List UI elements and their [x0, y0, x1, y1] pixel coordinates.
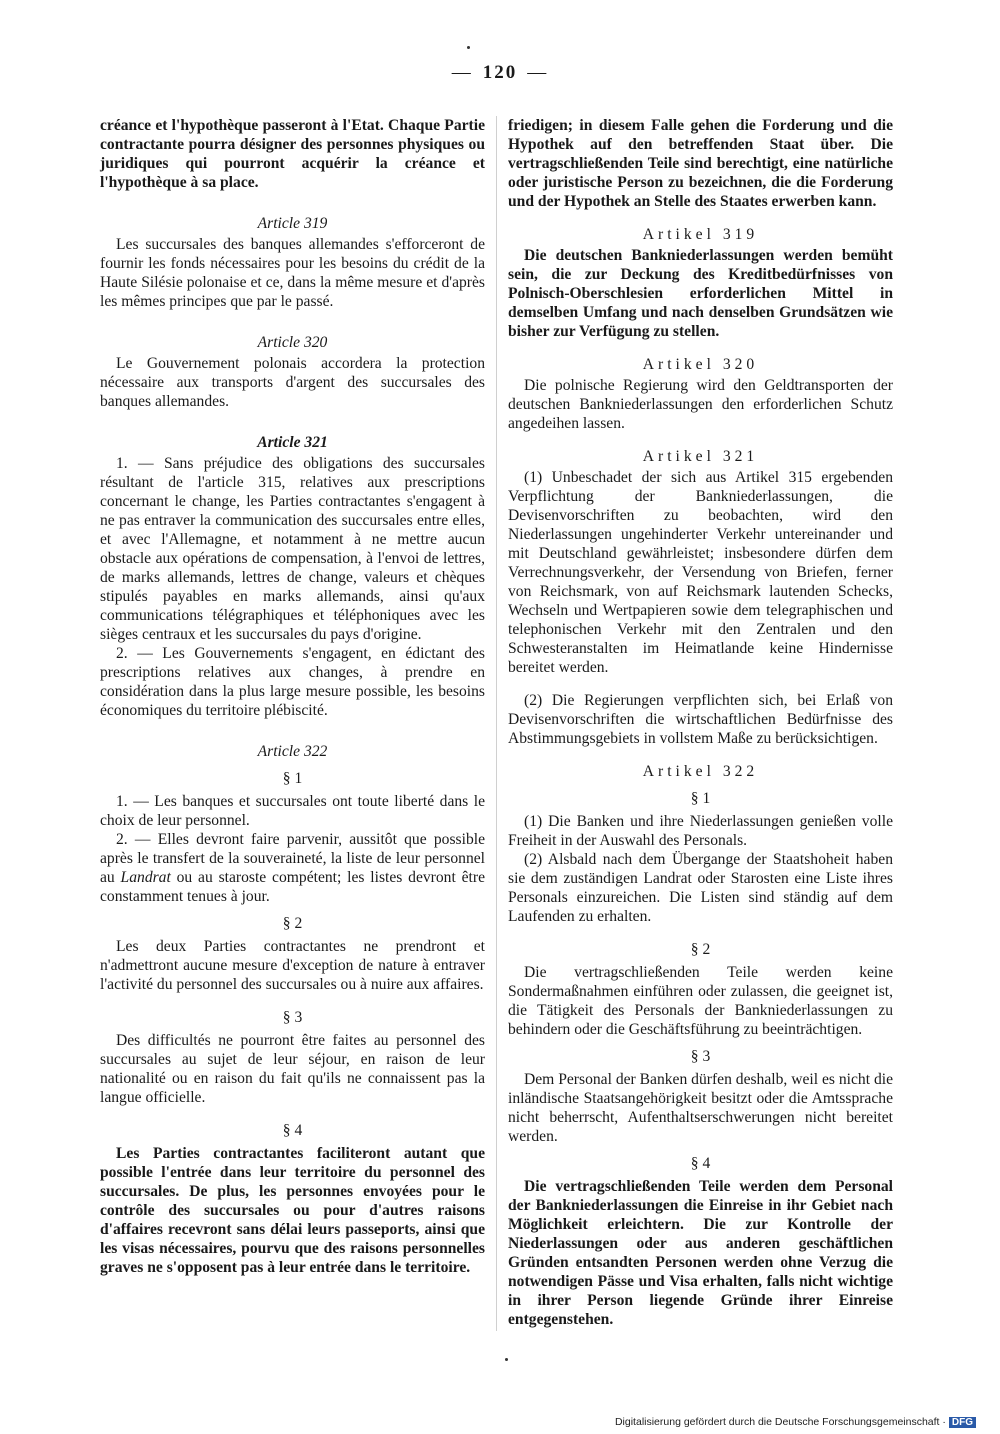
de-article-319-title: Artikel 319: [642, 226, 759, 243]
de-section-2-text: Die vertragschließenden Teile werden keine Sondermaßnahmen einführen oder zulassen, die geeignet ist, die Tätigkeit des Personals der Bankniederlassungen zu behindern oder die Geschäftsführung zu beeinträchtigen.: [508, 964, 893, 1038]
fr-section-3-text: Des difficultés ne pourront être faites au personnel des succursales au sujet de leur séjour, en raison de leur nationalité ou en raison du fait qu'ils ne connaissent pas la langue officielle.: [100, 1032, 485, 1106]
fr-article-319-title: Article 319: [257, 215, 328, 232]
de-section-1: § 1: [690, 790, 711, 807]
de-section-3-text: Dem Personal der Banken dürfen deshalb, weil es nicht die inländische Staatsangehörigkeit besitzt oder die Amtssprache nicht beherrscht, Aufenthaltserschwerungen nicht bereitet werden.: [508, 1071, 893, 1145]
german-column: [508, 116, 893, 1329]
de-section-4-text: Die vertragschließenden Teile werden dem Personal der Bankniederlassungen die Einreise in ihr Gebiet nach Möglichkeit erleichtern. Die zur Kontrolle der Niederlassungen oder aus anderen geschäftlichen Gründen entsandten Personen werden ohne Verzug die notwendigen Pässe und Visa erhalten, falls nicht wichtige in ihrer Person liegende Gründe ihrer Einreise entgegenstehen.: [508, 1178, 893, 1328]
fr-section-2: § 2: [282, 915, 303, 932]
de-section-4: § 4: [690, 1155, 711, 1172]
fr-section-1-p2-start: 2. — Elles devront faire parvenir, aussitôt que possible après le transfert de la souveraineté, la liste de leur personnel au: [100, 831, 485, 886]
de-section-2: § 2: [690, 941, 711, 958]
fr-section-3: § 3: [282, 1009, 303, 1026]
page-number: 120: [482, 62, 518, 83]
footer-text: Digitalisierung gefördert durch die Deutsche Forschungsgemeinschaft ·: [614, 1416, 946, 1428]
digitization-footer: [615, 1416, 976, 1428]
fr-article-319-text: Les succursales des banques allemandes s'efforceront de fournir les fonds nécessaires pour les besoins du crédit de la Haute Silésie polonaise et ce, dans la même mesure et d'après les mêmes principes que par le passé.: [100, 236, 485, 310]
page-header: [0, 62, 1000, 84]
fr-article-321-title: Article 321: [257, 434, 328, 451]
de-article-320-text: Die polnische Regierung wird den Geldtransporten der deutschen Bankniederlassungen den erforderlichen Schutz angedeihen lassen.: [508, 377, 893, 432]
fr-section-2-text: Les deux Parties contractantes ne prendront et n'admettront aucune mesure d'exception de nature à entraver l'activité du personnel des succursales ou à nuire aux affaires.: [100, 938, 485, 993]
de-intro: friedigen; in diesem Falle gehen die Forderung und die Hypothek auf den betreffenden Staat über. Die vertragschließenden Teile sind berechtigt, eine natürliche oder juristische Person zu bezeichnen, die die Forderung und der Hypothek an Stelle des Staates erwerben kann.: [508, 117, 893, 210]
de-article-319-text: Die deutschen Bankniederlassungen werden bemüht sein, die zur Deckung des Kreditbedürfnisses von Polnisch-Oberschlesien erforderlichen Mittel in demselben Umfang und nach denselben Grundsätzen wie bisher zur Verfügung zu stellen.: [508, 247, 893, 340]
french-column: [100, 116, 485, 1277]
de-section-1-p1: (1) Die Banken und ihre Niederlassungen genießen volle Freiheit in der Auswahl des Personals.: [508, 813, 893, 849]
fr-article-320-title: Article 320: [257, 334, 328, 351]
fr-article-321-p2: 2. — Les Gouvernements s'engagent, en édictant des prescriptions relatives aux changes, à prendre en considération dans la plus large mesure possible, les besoins économiques du territoire plébiscité.: [100, 645, 485, 719]
de-article-321-p1: (1) Unbeschadet der sich aus Artikel 315 ergebenden Verpflichtung der Bankniederlassungen, die Devisenvorschriften zu beobachten, wird den Niederlassungen ungehinderter Verkehr untereinander und mit Deutschland gewährleistet; insbesondere dürfen dem Verrechnungsverkehr, der Versendung von Briefen, ferner von Reichsmark, von auf Reichsmark lautenden Schecks, Wechseln und Wertpapieren sowie dem telegraphischen und telephonischen Verkehr mit den Zentralen und den Schwesteranstalten im Heimatlande keine Hindernisse bereitet werden.: [508, 469, 893, 676]
fr-section-4: § 4: [282, 1122, 303, 1139]
fr-section-1-p2-end: ou au staroste compétent; les listes devront être constamment tenues à jour.: [100, 869, 485, 905]
fr-section-1: § 1: [282, 770, 303, 787]
de-article-320-title: Artikel 320: [642, 356, 759, 373]
de-section-3: § 3: [690, 1048, 711, 1065]
fr-article-322-title: Article 322: [257, 743, 328, 760]
print-speck: [505, 1358, 508, 1361]
column-divider: [496, 116, 497, 1331]
fr-article-321-p1: 1. — Sans préjudice des obligations des succursales résultant de l'article 315, relatives aux prescriptions concernant le change, les Parties contractantes s'engagent à ne pas entraver la communication des succursales entre elles, et avec l'Allemagne, et notamment à ne mettre aucun obstacle aux opérations de compensation, à l'envoi de lettres, de marks allemands, lettres de change, valeurs et chèques stipulés payables en marks allemands, ainsi qu'aux communications télégraphiques et téléphoniques avec les sièges centraux et les succursales du pays d'origine.: [100, 455, 485, 643]
fr-intro: créance et l'hypothèque passeront à l'Etat. Chaque Partie contractante pourra désigner des personnes physiques ou juridiques qui pourront acquérir la créance et l'hypothèque à sa place.: [100, 117, 485, 191]
dfg-logo: DFG: [949, 1417, 976, 1428]
fr-landrat-term: Landrat: [120, 869, 171, 886]
fr-article-320-text: Le Gouvernement polonais accordera la protection nécessaire aux transports d'argent des succursales des banques allemandes.: [100, 355, 485, 410]
fr-section-1-p2: [100, 830, 485, 906]
fr-section-4-text: Les Parties contractantes faciliteront autant que possible l'entrée dans leur territoire du personnel des succursales. De plus, les personnes envoyées pour le contrôle des succursales ou pour d'autres raisons d'affaires recevront sans délai leurs passeports, ainsi que les visas nécessaires, pourvu que des raisons personnelles graves ne s'opposent pas à leur entrée dans le territoire.: [100, 1145, 485, 1276]
fr-section-1-p1: 1. — Les banques et succursales ont toute liberté dans le choix de leur personnel.: [100, 793, 485, 829]
de-section-1-p2: (2) Alsbald nach dem Übergange der Staatshoheit haben sie dem zuständigen Landrat oder Starosten eine Liste ihres Personals einzureichen. Die Listen sind ständig auf dem Laufenden zu erhalten.: [508, 851, 893, 925]
print-speck: [467, 46, 470, 49]
header-dash-right: —: [527, 62, 549, 83]
de-article-321-title: Artikel 321: [642, 448, 759, 465]
de-article-321-p2: (2) Die Regierungen verpflichten sich, bei Erlaß von Devisenvorschriften die wirtschaftlichen Bedürfnisse des Abstimmungsgebiets in vollstem Maße zu berücksichtigen.: [508, 692, 893, 747]
de-article-322-title: Artikel 322: [642, 763, 759, 780]
header-dash-left: —: [451, 62, 473, 83]
